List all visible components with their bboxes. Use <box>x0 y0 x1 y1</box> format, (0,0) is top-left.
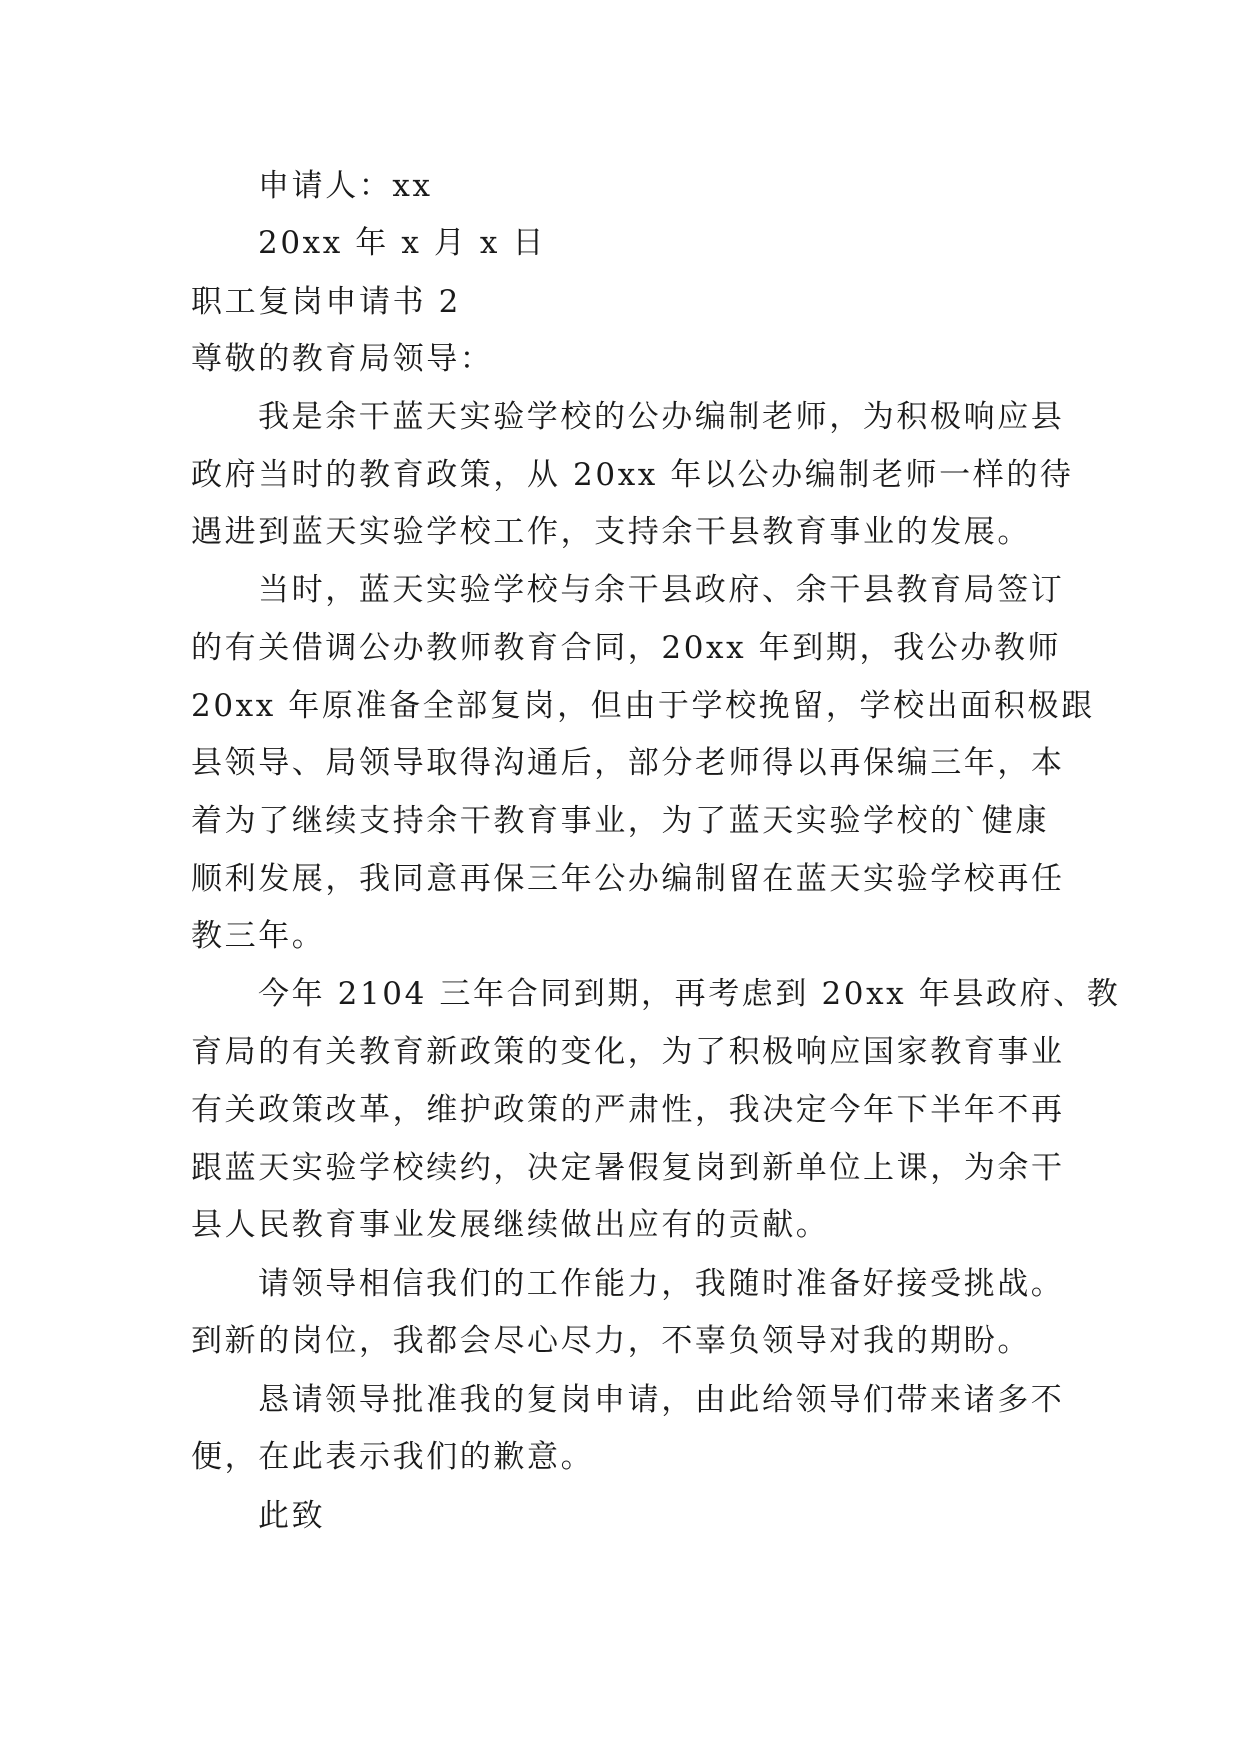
paragraph-2-line-3: 20xx 年原准备全部复岗，但由于学校挽留，学校出面积极跟 <box>191 688 1095 724</box>
paragraph-3-line-5: 县人民教育事业发展继续做出应有的贡献。 <box>191 1207 830 1243</box>
paragraph-5-line-1: 恳请领导批准我的复岗申请，由此给领导们带来诸多不 <box>258 1382 1065 1418</box>
document-title: 职工复岗申请书 2 <box>191 284 461 320</box>
paragraph-1-line-3: 遇进到蓝天实验学校工作，支持余干县教育事业的发展。 <box>191 514 1031 550</box>
paragraph-2-line-2: 的有关借调公办教师教育合同，20xx 年到期，我公办教师 <box>191 630 1062 666</box>
paragraph-3-line-3: 有关政策改革，维护政策的严肃性，我决定今年下半年不再 <box>191 1092 1065 1128</box>
paragraph-3-line-4: 跟蓝天实验学校续约，决定暑假复岗到新单位上课，为余干 <box>191 1150 1065 1186</box>
paragraph-5-line-2: 便，在此表示我们的歉意。 <box>191 1439 595 1475</box>
paragraph-2-line-1: 当时，蓝天实验学校与余干县政府、余干县教育局签订 <box>258 572 1065 608</box>
applicant-line: 申请人：xx <box>258 168 433 204</box>
paragraph-4-line-1: 请领导相信我们的工作能力，我随时准备好接受挑战。 <box>258 1266 1065 1302</box>
paragraph-2-line-6: 顺利发展，我同意再保三年公办编制留在蓝天实验学校再任 <box>191 861 1065 897</box>
paragraph-2-line-5: 着为了继续支持余干教育事业，为了蓝天实验学校的`健康 <box>191 803 1050 839</box>
paragraph-3-line-2: 育局的有关教育新政策的变化，为了积极响应国家教育事业 <box>191 1034 1065 1070</box>
date-line: 20xx 年 x 月 x 日 <box>258 225 547 261</box>
paragraph-3-line-1: 今年 2104 三年合同到期，再考虑到 20xx 年县政府、教 <box>258 976 1121 1012</box>
paragraph-4-line-2: 到新的岗位，我都会尽心尽力，不辜负领导对我的期盼。 <box>191 1323 1031 1359</box>
paragraph-2-line-7: 教三年。 <box>191 918 326 954</box>
salutation: 尊敬的教育局领导： <box>191 341 494 377</box>
paragraph-1-line-1: 我是余干蓝天实验学校的公办编制老师，为积极响应县 <box>258 399 1065 435</box>
paragraph-1-line-2: 政府当时的教育政策，从 20xx 年以公办编制老师一样的待 <box>191 457 1074 493</box>
closing-line: 此致 <box>258 1498 326 1534</box>
paragraph-2-line-4: 县领导、局领导取得沟通后，部分老师得以再保编三年，本 <box>191 745 1065 781</box>
